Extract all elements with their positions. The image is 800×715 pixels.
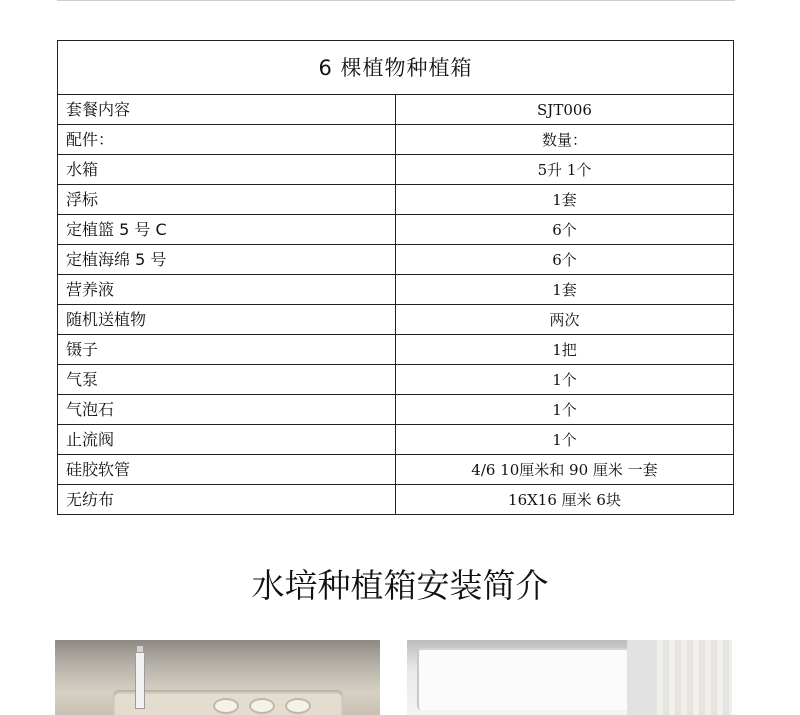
table-row bbox=[58, 425, 734, 455]
table-row bbox=[58, 155, 734, 185]
water-tank-photo bbox=[407, 640, 732, 715]
table-row bbox=[58, 215, 734, 245]
item-quantity: 1套 bbox=[396, 185, 734, 215]
table-row bbox=[58, 95, 734, 125]
item-name: 气泡石 bbox=[58, 395, 396, 425]
item-name: 套餐内容 bbox=[58, 95, 396, 125]
item-name: 定植篮 5 号 C bbox=[58, 215, 396, 245]
table-row bbox=[58, 305, 734, 335]
background-wall-panel bbox=[657, 640, 732, 715]
tank-side-edge bbox=[627, 640, 657, 715]
package-contents-table bbox=[57, 40, 734, 515]
tank-inner-wall bbox=[417, 648, 629, 710]
table-row bbox=[58, 455, 734, 485]
table-row bbox=[58, 395, 734, 425]
net-cup-hole bbox=[213, 698, 239, 714]
table-title-row bbox=[58, 41, 734, 95]
item-quantity: 6个 bbox=[396, 215, 734, 245]
item-name: 无纺布 bbox=[58, 485, 396, 515]
item-quantity: 1把 bbox=[396, 335, 734, 365]
item-quantity: 1套 bbox=[396, 275, 734, 305]
item-name: 随机送植物 bbox=[58, 305, 396, 335]
table-row bbox=[58, 485, 734, 515]
tank-interior bbox=[407, 640, 732, 715]
planter-tray-photo bbox=[55, 640, 380, 715]
item-name: 水箱 bbox=[58, 155, 396, 185]
water-level-float-gauge bbox=[135, 652, 145, 709]
item-name: 硅胶软管 bbox=[58, 455, 396, 485]
item-quantity: SJT006 bbox=[396, 95, 734, 125]
item-quantity: 6个 bbox=[396, 245, 734, 275]
table-row bbox=[58, 185, 734, 215]
item-quantity: 1个 bbox=[396, 425, 734, 455]
item-quantity: 5升 1个 bbox=[396, 155, 734, 185]
net-cup-hole bbox=[285, 698, 311, 714]
item-name: 定植海绵 5 号 bbox=[58, 245, 396, 275]
item-quantity: 1个 bbox=[396, 395, 734, 425]
item-name: 镊子 bbox=[58, 335, 396, 365]
item-quantity: 16X16 厘米 6块 bbox=[396, 485, 734, 515]
item-name: 配件： bbox=[58, 125, 396, 155]
top-divider bbox=[57, 0, 735, 1]
planter-tray bbox=[113, 690, 343, 715]
table-row bbox=[58, 365, 734, 395]
table-row bbox=[58, 275, 734, 305]
installation-section-heading: 水培种植箱安装简介 bbox=[251, 566, 549, 605]
table-row bbox=[58, 335, 734, 365]
item-quantity: 两次 bbox=[396, 305, 734, 335]
item-name: 营养液 bbox=[58, 275, 396, 305]
table-row bbox=[58, 245, 734, 275]
net-cup-hole bbox=[249, 698, 275, 714]
item-name: 气泵 bbox=[58, 365, 396, 395]
item-quantity: 1个 bbox=[396, 365, 734, 395]
item-name: 浮标 bbox=[58, 185, 396, 215]
item-name: 止流阀 bbox=[58, 425, 396, 455]
table-title: 6 棵植物种植箱 bbox=[58, 41, 734, 95]
item-quantity: 4/6 10厘米和 90 厘米 一套 bbox=[396, 455, 734, 485]
item-quantity: 数量： bbox=[396, 125, 734, 155]
table-row bbox=[58, 125, 734, 155]
